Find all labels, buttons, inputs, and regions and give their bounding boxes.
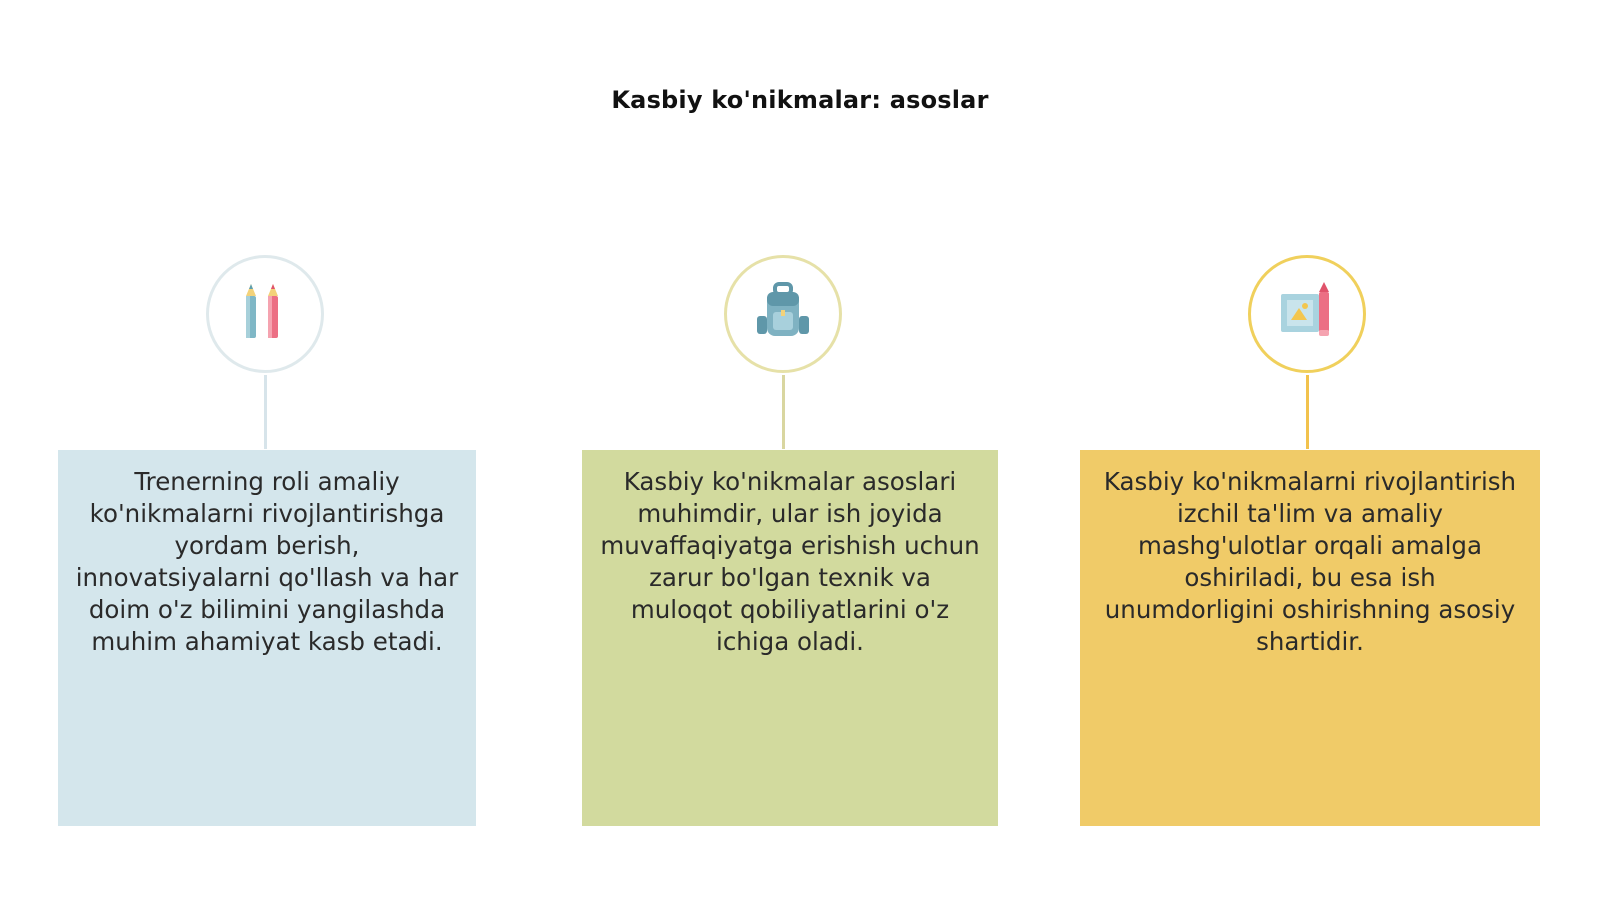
info-card-1 xyxy=(58,450,476,826)
pencils-icon xyxy=(238,282,292,346)
connector-line-1 xyxy=(264,375,267,449)
card-text-3: Kasbiy ko'nikmalarni rivojlantirish izchil ta'lim va amaliy mashg'ulotlar orqali amalga oshiriladi, bu esa ish unumdorligini oshirishning asosiy shartidir. xyxy=(1103,467,1517,656)
page-title: Kasbiy ko'nikmalar: asoslar xyxy=(611,86,989,114)
card-text-2: Kasbiy ko'nikmalar asoslari muhimdir, ular ish joyida muvaffaqiyatga erishish uchun zarur bo'lgan texnik va muloqot qobiliyatlarini o'z ichiga oladi. xyxy=(600,467,980,656)
info-card-2 xyxy=(582,450,998,826)
icon-circle-1 xyxy=(206,255,324,373)
drawing-board-icon xyxy=(1277,282,1337,346)
card-text-1: Trenerning roli amaliy ko'nikmalarni rivojlantirishga yordam berish, innovatsiyalarni qo'llash va har doim o'z bilimini yangilashda muhim ahamiyat kasb etadi. xyxy=(75,467,459,656)
icon-circle-3 xyxy=(1248,255,1366,373)
connector-line-3 xyxy=(1306,375,1309,449)
connector-line-2 xyxy=(782,375,785,449)
icon-circle-2 xyxy=(724,255,842,373)
info-card-3 xyxy=(1080,450,1540,826)
backpack-icon xyxy=(753,282,813,346)
